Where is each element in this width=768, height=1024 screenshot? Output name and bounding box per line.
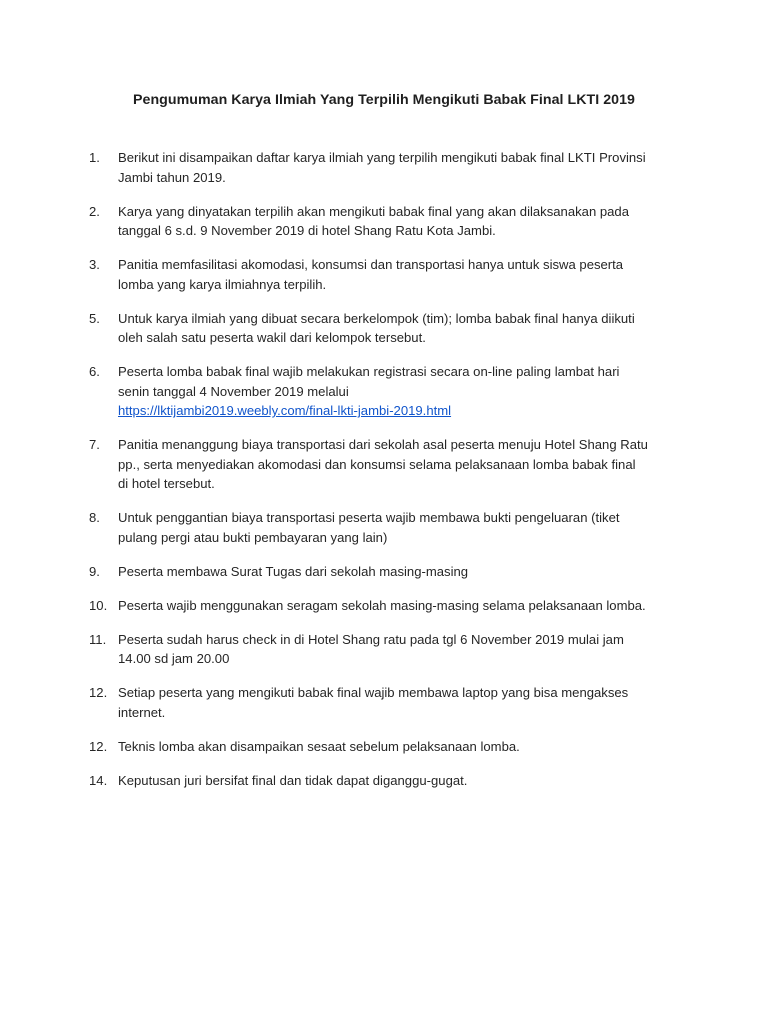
list-item-line: Panitia memfasilitasi akomodasi, konsumsi dan transportasi hanya untuk siswa peserta <box>118 257 624 272</box>
list-item-number: 10. <box>89 597 108 613</box>
list-item-text <box>118 596 678 616</box>
list-item-number: 7. <box>89 437 100 452</box>
list-item-number: 5. <box>89 310 100 326</box>
list-item <box>0 309 768 348</box>
list-item <box>0 737 768 757</box>
list-item-number: 3. <box>89 257 100 272</box>
list-item-number: 8. <box>89 510 100 525</box>
list-item <box>0 362 768 421</box>
list-item <box>0 562 768 582</box>
list-item-text <box>118 435 678 494</box>
list-item <box>0 683 768 722</box>
list-item-line: Berikut ini disampaikan daftar karya ilmiah yang terpilih mengikuti babak final LKTI Provinsi <box>118 150 646 165</box>
document-title: Pengumuman Karya Ilmiah Yang Terpilih Mengikuti Babak Final LKTI 2019 <box>133 92 635 108</box>
list-item-number: 14. <box>89 772 108 788</box>
registration-link[interactable]: https://lktijambi2019.weebly.com/final-lkti-jambi-2019.html <box>118 403 452 418</box>
list-item-text <box>118 202 678 241</box>
list-item <box>0 596 768 616</box>
list-item-line: 14.00 sd jam 20.00 <box>118 651 230 666</box>
list-item-line: lomba yang karya ilmiahnya terpilih. <box>118 276 327 292</box>
list-item-line: oleh salah satu peserta wakil dari kelompok tersebut. <box>118 330 426 345</box>
list-item-text <box>118 362 678 421</box>
list-item-line: tanggal 6 s.d. 9 November 2019 di hotel Shang Ratu Kota Jambi. <box>118 223 496 238</box>
list-item-line: Keputusan juri bersifat final dan tidak dapat diganggu-gugat. <box>118 772 468 788</box>
list-item-line: Untuk karya ilmiah yang dibuat secara berkelompok (tim); lomba babak final hanya diikuti <box>118 310 635 326</box>
list-item-number: 1. <box>89 150 100 165</box>
announcement-list <box>0 148 768 805</box>
list-item-number: 12. <box>89 738 108 754</box>
list-item-text <box>118 309 678 348</box>
list-item <box>0 148 768 187</box>
list-item-line: pulang pergi atau bukti pembayaran yang lain) <box>118 529 388 545</box>
list-item-number: 9. <box>89 563 100 579</box>
list-item-text <box>118 255 678 294</box>
list-item-line: pp., serta menyediakan akomodasi dan konsumsi selama pelaksanaan lomba babak final <box>118 456 636 472</box>
list-item-line: Peserta sudah harus check in di Hotel Shang ratu pada tgl 6 November 2019 mulai jam <box>118 631 624 647</box>
list-item <box>0 508 768 547</box>
list-item-line: senin tanggal 4 November 2019 melalui <box>118 383 349 399</box>
list-item-line: internet. <box>118 704 166 720</box>
list-item <box>0 202 768 241</box>
list-item-line: Untuk penggantian biaya transportasi peserta wajib membawa bukti pengeluaran (tiket <box>118 510 620 525</box>
list-item-number: 12. <box>89 685 108 700</box>
list-item-line: Jambi tahun 2019. <box>118 169 226 185</box>
list-item-line: Panitia menanggung biaya transportasi dari sekolah asal peserta menuju Hotel Shang Ratu <box>118 437 648 452</box>
list-item-text <box>118 737 678 757</box>
list-item-text <box>118 562 678 582</box>
list-item-text <box>118 771 678 791</box>
list-item-line: Teknis lomba akan disampaikan sesaat sebelum pelaksanaan lomba. <box>118 738 520 754</box>
list-item-text <box>118 508 678 547</box>
list-item-line: Peserta membawa Surat Tugas dari sekolah masing-masing <box>118 563 469 579</box>
list-item-line: di hotel tersebut. <box>118 476 215 491</box>
list-item-line: Karya yang dinyatakan terpilih akan mengikuti babak final yang akan dilaksanakan pada <box>118 203 629 219</box>
list-item-number: 2. <box>89 203 100 219</box>
list-item <box>0 771 768 791</box>
list-item <box>0 630 768 669</box>
list-item-number: 11. <box>89 631 107 647</box>
list-item-line: Setiap peserta yang mengikuti babak final wajib membawa laptop yang bisa mengakses <box>118 685 629 700</box>
list-item-line: Peserta wajib menggunakan seragam sekolah masing-masing selama pelaksanaan lomba. <box>118 597 646 613</box>
list-item-text <box>118 148 678 187</box>
list-item <box>0 255 768 294</box>
list-item-line: Peserta lomba babak final wajib melakukan registrasi secara on-line paling lambat hari <box>118 364 620 379</box>
list-item <box>0 435 768 494</box>
list-item-text <box>118 630 678 669</box>
list-item-text <box>118 683 678 722</box>
list-item-number: 6. <box>89 364 100 379</box>
